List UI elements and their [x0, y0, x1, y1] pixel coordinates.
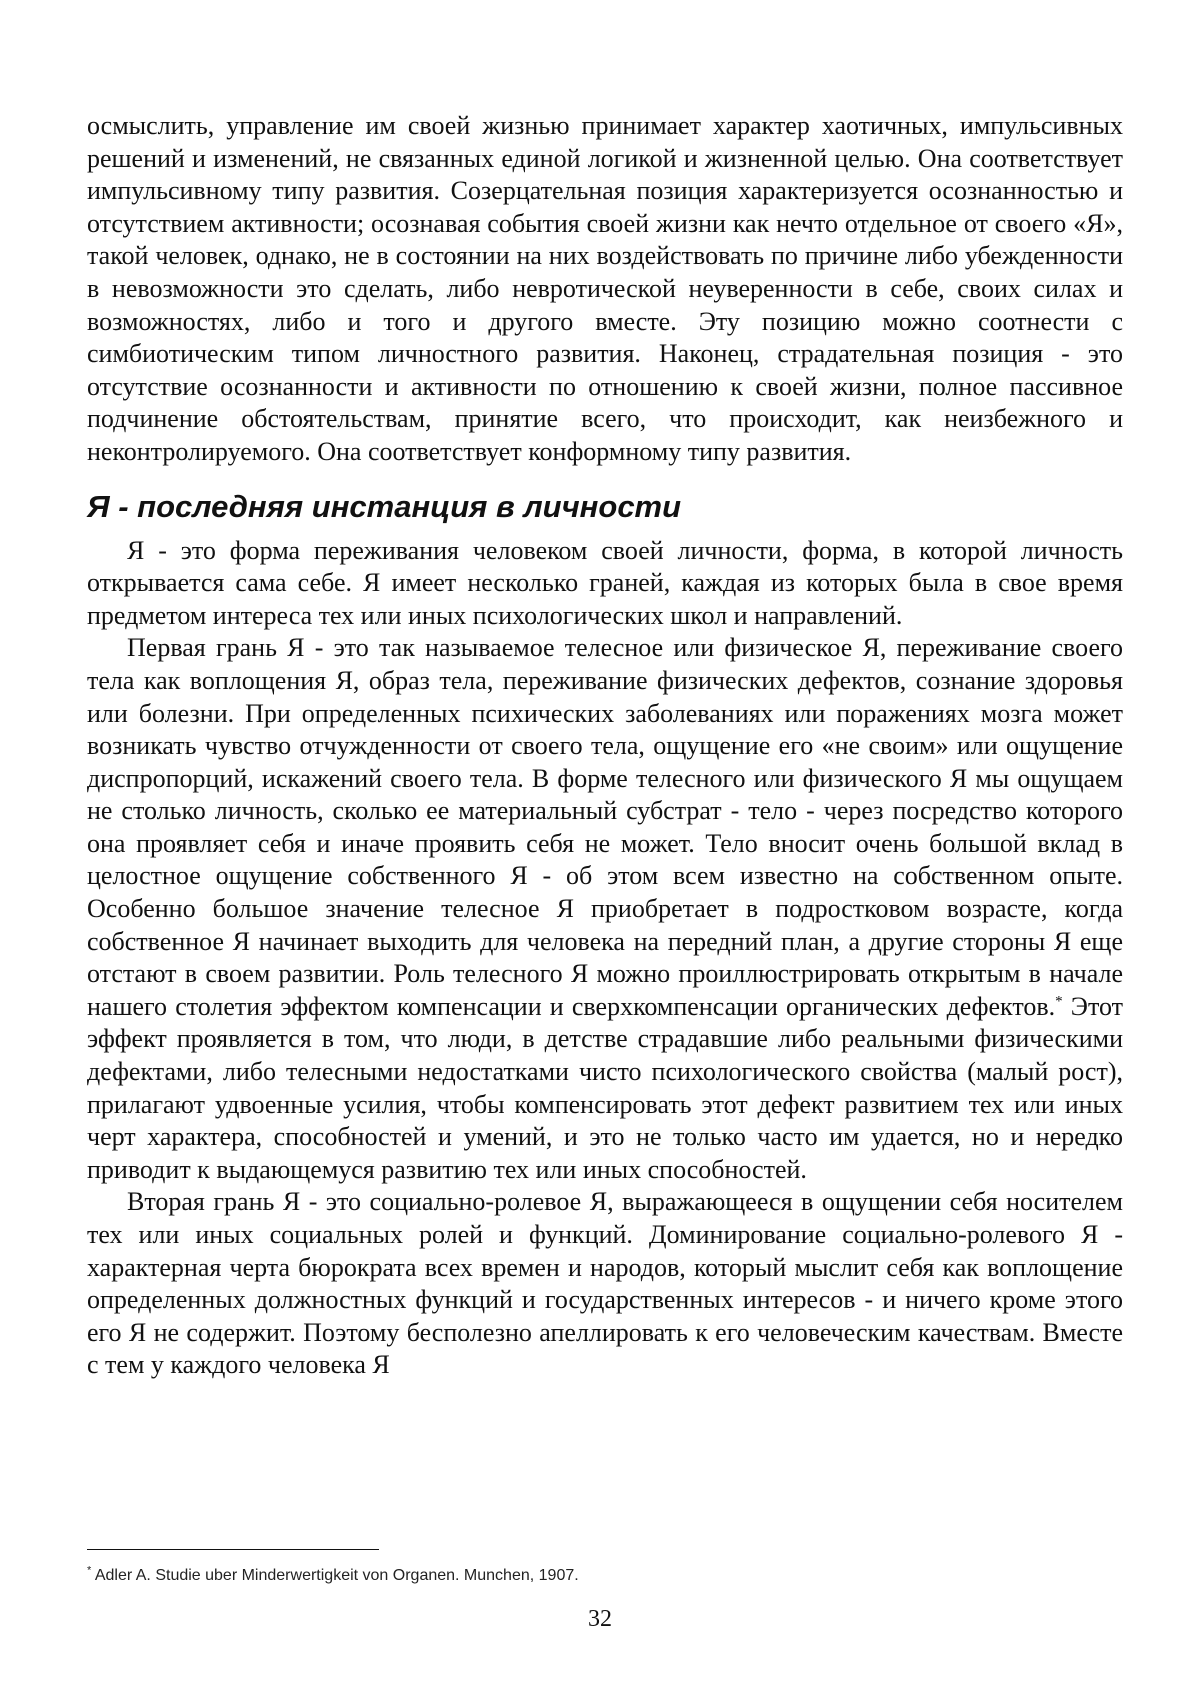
footnote-reference[interactable]: * [1055, 993, 1063, 1010]
footnote-divider [87, 1549, 379, 1550]
paragraph-first-facet-part1: Первая грань Я - это так называемое телесное или физическое Я, переживание своего тела как воплощения Я, образ тела, переживание физических дефектов, сознание здоровья или болезни. При определенных психических заболеваниях или поражениях мозга может возникать чувство отчужденности от своего тела, ощущение его «не своим» или ощущение диспропорций, искажений своего тела. В форме телесного или физического Я мы ощущаем не столько личность, сколько ее материальный субстрат - тело - через посредство которого она проявляет себя и иначе проявить себя не может. Тело вносит очень большой вклад в целостное ощущение собственного Я - об этом всем известно на собственном опыте. Особенно большое значение телесное Я приобретает в подростковом возрасте, когда собственное Я начинает выходить для человека на передний план, а другие стороны Я еще отстают в своем развитии. Роль телесного Я можно проиллюстрировать открытым в начале нашего столетия эффектом компенсации и сверхкомпенсации органических дефектов. [87, 633, 1123, 1021]
paragraph-first-facet-part2: Этот эффект проявляется в том, что люди, в детстве страдавшие либо реальными физическими дефектами, либо телесными недостатками чисто психологического свойства (малый рост), прилагают удвоенные усилия, чтобы компенсировать этот дефект развитием тех или иных черт характера, способностей и умений, и это не только часто им удается, но и нередко приводит к выдающемуся развитию тех или иных способностей. [87, 991, 1124, 1184]
page-number: 32 [588, 1606, 612, 1632]
footnote-mark: * [87, 1564, 92, 1577]
footnote-text: Adler A. Studie uber Minderwertigkeit von Organen. Munchen, 1907. [91, 1567, 579, 1584]
paragraph-first-facet [87, 632, 1123, 1186]
page-body [87, 110, 1123, 1382]
paragraph-ya-definition: Я - это форма переживания человеком своей личности, форма, в которой личность открывается сама себе. Я имеет несколько граней, каждая из которых была в свое время предметом интереса тех или иных психологических школ и направлений. [87, 535, 1123, 630]
section-heading: Я - последняя инстанция в личности [87, 488, 682, 524]
footnote [87, 1566, 579, 1586]
paragraph-second-facet: Вторая грань Я - это социально-ролевое Я, выражающееся в ощущении себя носителем тех или иных социальных ролей и функций. Доминирование социально-ролевого Я - характерная черта бюрократа всех времен и народов, который мыслит себя как воплощение определенных должностных функций и государственных интересов - и ничего кроме этого его Я не содержит. Поэтому бесполезно апеллировать к его человеческим качествам. Вместе с тем у каждого человека Я [87, 1187, 1123, 1380]
paragraph-intro: осмыслить, управление им своей жизнью принимает характер хаотичных, импульсивных решений и изменений, не связанных единой логикой и жизненной целью. Она соответствует импульсивному типу развития. Созерцательная позиция характеризуется осознанностью и отсутствием активности; осознавая события своей жизни как нечто отдельное от своего «Я», такой человек, однако, не в состоянии на них воздействовать по причине либо убежденности в невозможности это сделать, либо невротической неуверенности в себе, своих силах и возможностях, либо и того и другого вместе. Эту позицию можно соотнести с симбиотическим типом личностного развития. Наконец, страдательная позиция - это отсутствие осознанности и активности по отношению к своей жизни, полное пассивное подчинение обстоятельствам, принятие всего, что происходит, как неизбежного и неконтролируемого. Она соответствует конформному типу развития. [87, 111, 1123, 466]
